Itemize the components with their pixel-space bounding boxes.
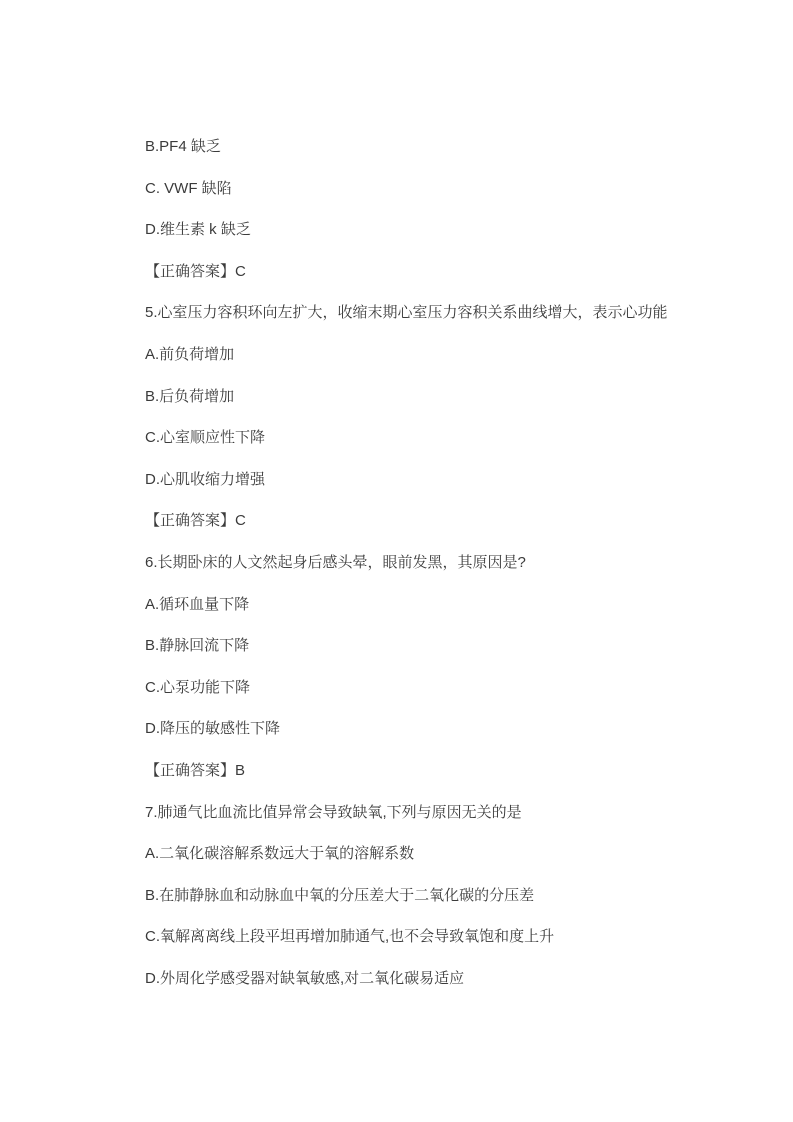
q5-option-d-line: D.心肌收缩力增强 [145, 470, 266, 488]
q4-option-b-line: B.PF4 缺乏 [145, 138, 221, 155]
q4-answer-line: 【正确答案】C [145, 262, 246, 280]
q4-option-d-line: D.维生素 k 缺乏 [145, 221, 251, 239]
q6-option-a-line: A.循环血量下降 [145, 595, 250, 613]
q7-option-b-line: B.在肺静脉血和动脉血中氧的分压差大于二氧化碳的分压差 [145, 886, 535, 904]
q5-answer-line: 【正确答案】C [145, 512, 246, 530]
q6-option-c-line: C.心泵功能下降 [145, 678, 251, 696]
q5-stem-line: 5.心室压力容积环向左扩大，收缩末期心室压力容积关系曲线增大，表示心功能 [145, 304, 668, 322]
exam-content [145, 126, 753, 999]
q7-stem-line: 7.肺通气比血流比值异常会导致缺氧,下列与原因无关的是 [145, 803, 522, 821]
q6-option-d-line: D.降压的敏感性下降 [145, 720, 281, 738]
q6-stem-line: 6.长期卧床的人文然起身后感头晕，眼前发黑，其原因是? [145, 553, 526, 571]
q6-answer-line: 【正确答案】B [145, 761, 246, 779]
q7-option-a-line: A.二氧化碳溶解系数远大于氧的溶解系数 [145, 845, 415, 863]
q7-option-c-line: C.氧解离离线上段平坦再增加肺通气,也不会导致氧饱和度上升 [145, 928, 555, 946]
q4-option-c-line: C. VWF 缺陷 [145, 179, 232, 197]
q5-option-c-line: C.心室顺应性下降 [145, 429, 266, 447]
q6-option-b-line: B.静脉回流下降 [145, 637, 250, 655]
q7-option-d-line: D.外周化学感受器对缺氧敏感,对二氧化碳易适应 [145, 969, 465, 987]
q5-option-b-line: B.后负荷增加 [145, 387, 235, 405]
q5-option-a-line: A.前负荷增加 [145, 345, 235, 363]
